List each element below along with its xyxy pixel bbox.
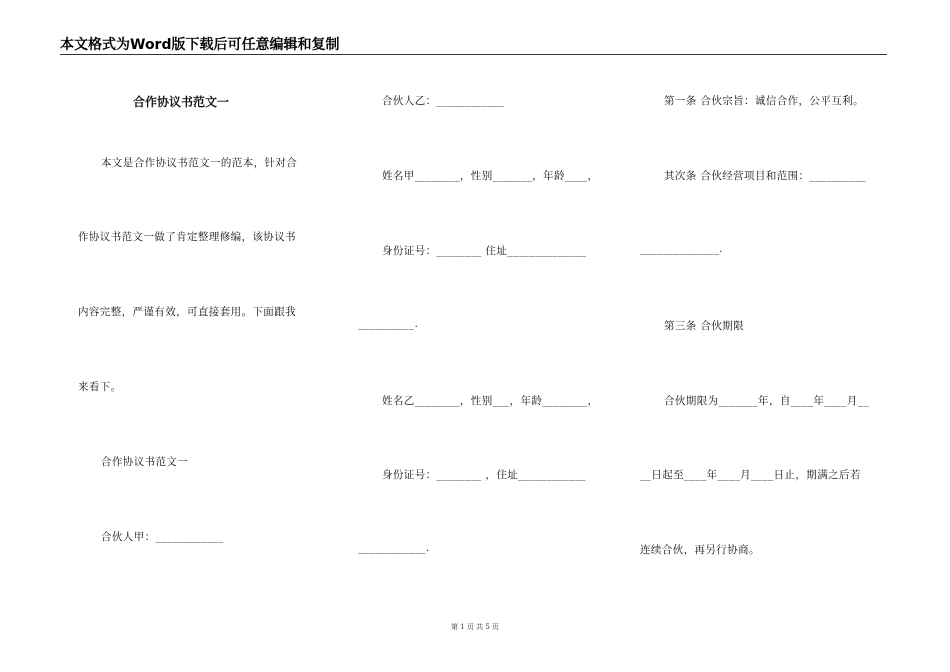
term-end-line: 连续合伙，再另行协商。 — [640, 544, 760, 556]
id-b-line: 身份证号：________ ，住址____________ — [382, 469, 586, 481]
party-a-line: 合伙人甲：____________ — [101, 531, 224, 543]
header-divider — [60, 54, 887, 55]
paragraph-line: 本文是合作协议书范文一的范本，针对合 — [101, 157, 298, 169]
party-b-line: 合伙人乙：____________ — [382, 95, 505, 107]
article-2-continuation: ______________. — [640, 243, 723, 255]
term-continuation: __日起至____年____月____日止，期满之后若 — [640, 469, 861, 481]
name-a-line: 姓名甲________，性别_______，年龄____， — [382, 170, 599, 182]
term-line: 合伙期限为_______年，自____年____月__ — [664, 395, 870, 407]
header-text: 本文格式为Word版下载后可任意编辑和复制 — [60, 37, 340, 53]
address-a-continuation: __________. — [358, 318, 419, 330]
article-2-line: 其次条 合伙经营项目和范围：__________ — [664, 170, 866, 182]
section-heading: 合作协议书范文一 — [101, 456, 189, 468]
article-1-line: 第一条 合伙宗旨：诚信合作，公平互利。 — [664, 95, 864, 107]
document-title: 合作协议书范文一 — [133, 95, 230, 109]
address-b-continuation: ____________. — [358, 542, 430, 554]
paragraph-line: 作协议书范文一做了肯定整理修编，该协议书 — [78, 231, 296, 243]
name-b-line: 姓名乙________，性别___，年龄________， — [382, 395, 599, 407]
paragraph-line: 来看下。 — [78, 381, 122, 393]
article-3-heading: 第三条 合伙期限 — [664, 320, 745, 332]
paragraph-line: 内容完整，严谨有效，可直接套用。下面跟我 — [78, 306, 296, 318]
page-number: 第 1 页 共 5 页 — [450, 623, 500, 631]
id-a-line: 身份证号：________ 住址______________ — [382, 245, 587, 257]
